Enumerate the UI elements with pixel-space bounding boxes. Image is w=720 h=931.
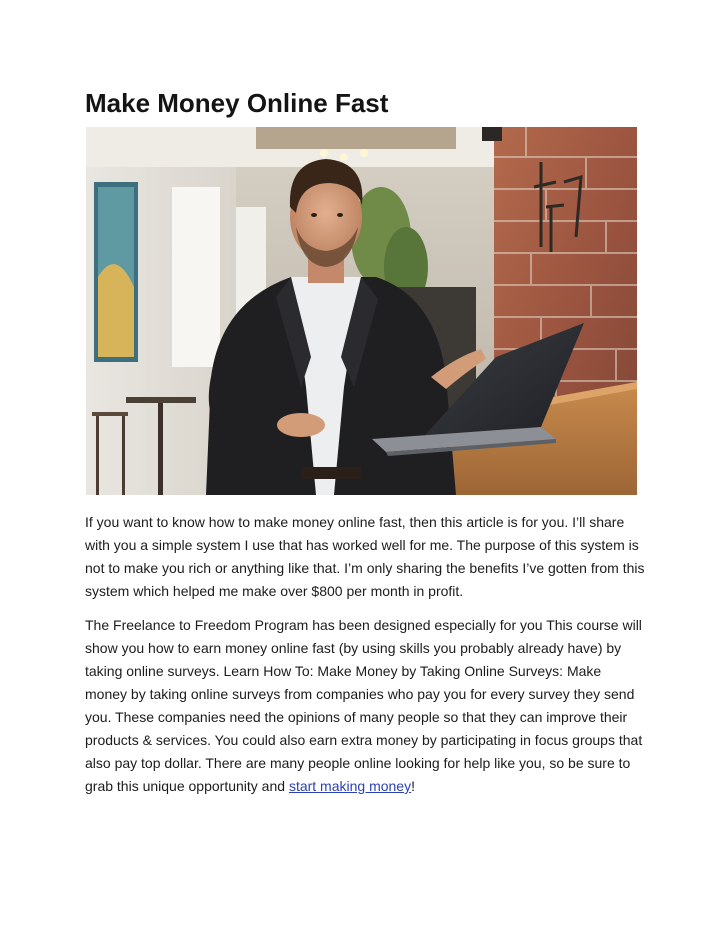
start-making-money-link[interactable]: start making money [288, 778, 412, 794]
article-body [85, 511, 645, 809]
page-title: Make Money Online Fast [85, 88, 389, 118]
hero-photo [86, 127, 637, 495]
paragraph-2 [85, 614, 645, 798]
paragraph-1: If you want to know how to make money online fast, then this article is for you. I’ll share with you a simple system I use that has worked well for me. The purpose of this system is not to make you rich or anything like that. I’m only sharing the benefits I’ve gotten from this system which helped me make over $800 per month in profit. [85, 514, 645, 599]
paragraph-2-text: The Freelance to Freedom Program has been designed especially for you This course will show you how to earn money online fast (by using skills you probably already have) by taking online surveys. Learn How To: Make Money by Taking Online Surveys: Make money by taking online surveys from companies who pay you for every survey they send you. These companies need the opinions of many people so that they can improve their products & services. You could also earn extra money by participating in focus groups that also pay top dollar. There are many people online looking for help like you, so be sure to grab this unique opportunity and [85, 617, 643, 794]
paragraph-2-end: ! [411, 778, 415, 794]
